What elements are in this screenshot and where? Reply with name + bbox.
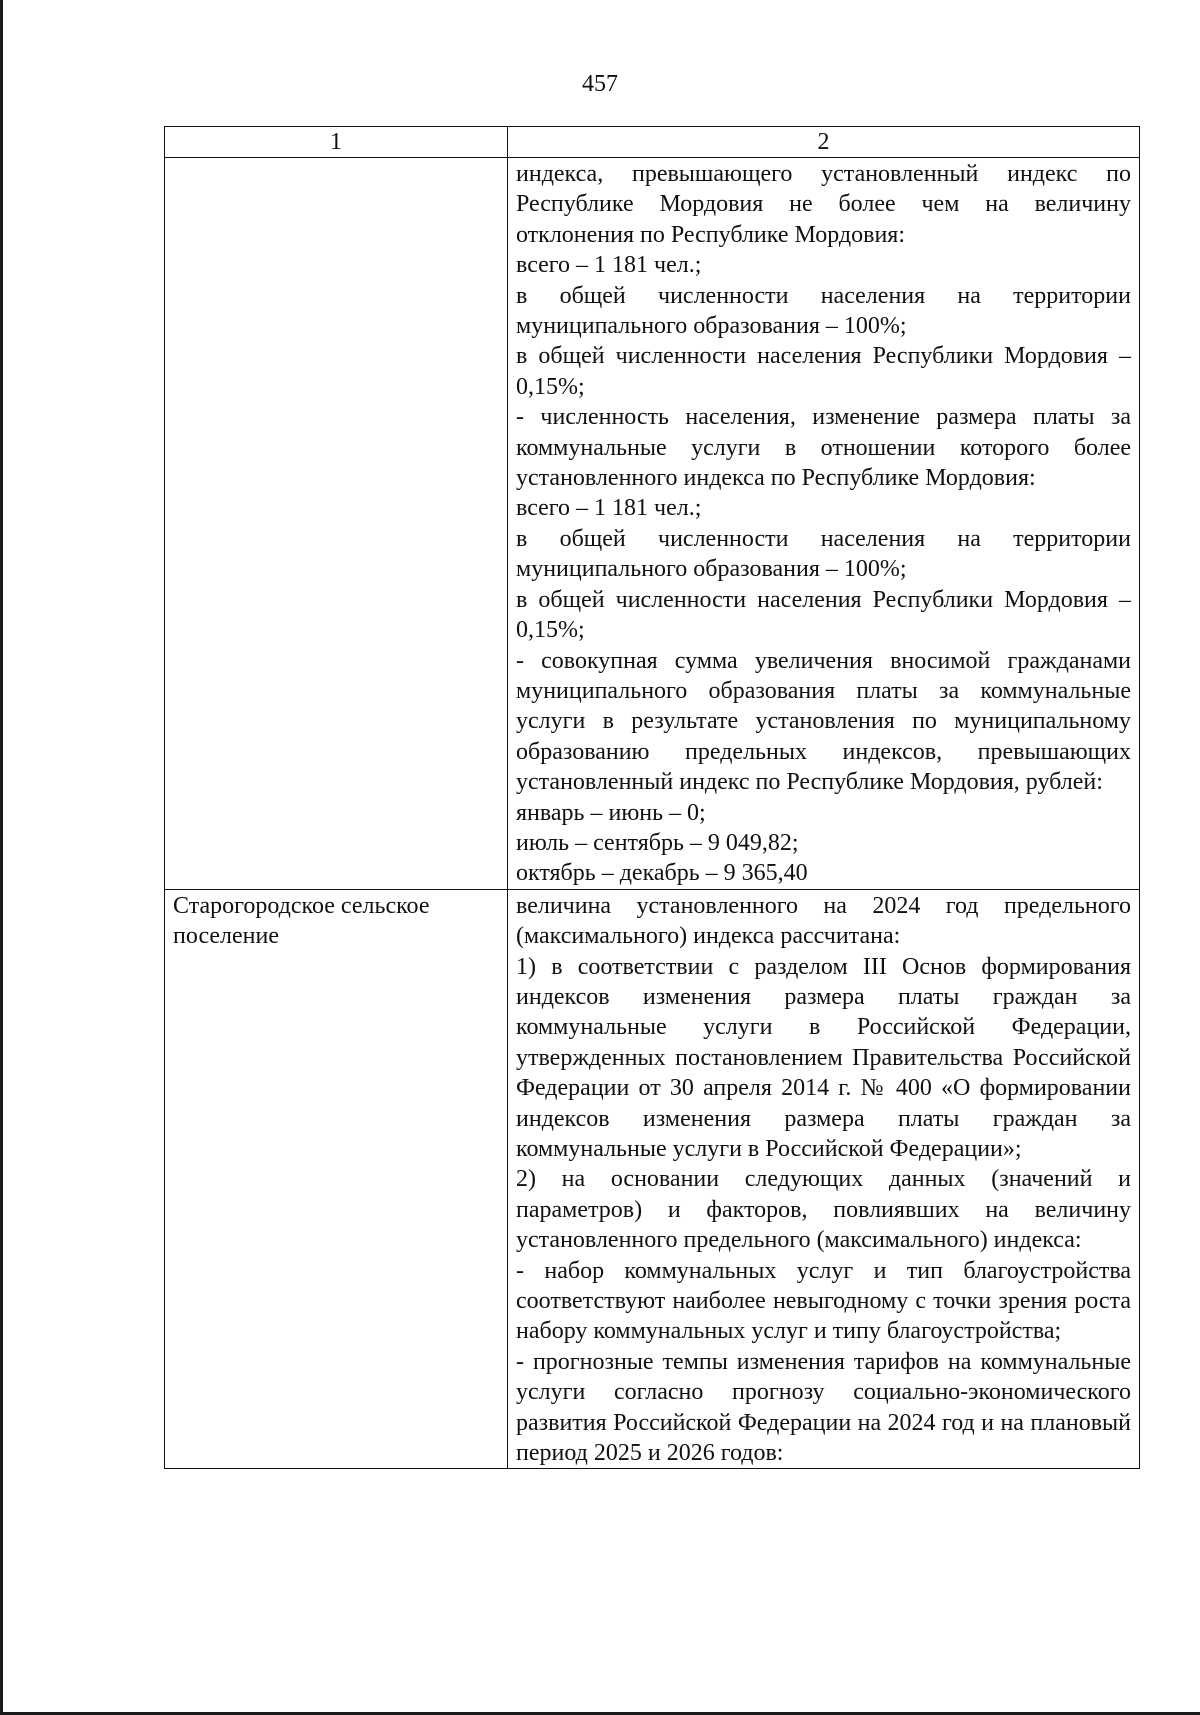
paragraph: 2) на основании следующих данных (значений и параметров) и факторов, повлиявших на величину установленного предельного (максимального) индекса: — [516, 1166, 1131, 1254]
paragraph: - набор коммунальных услуг и тип благоустройства соответствуют наиболее невыгодному с точки зрения роста набору коммунальных услуг и типу благоустройства; — [516, 1257, 1131, 1345]
paragraph: - совокупная сумма увеличения вносимой гражданами муниципального образования платы за коммунальные услуги в результате установления по муниципальному образованию предельных индексов, превышающих установленный индекс по Республике Мордовия, рублей: — [516, 647, 1131, 796]
scan-edge-left — [0, 0, 3, 1715]
municipality-name-cell: Старогородское сельское поселение — [165, 889, 508, 1469]
paragraph: всего – 1 181 чел.; — [516, 252, 702, 279]
paragraph: в общей численности населения на территории муниципального образования – 100%; — [516, 525, 1131, 583]
description-cell — [508, 889, 1140, 1469]
paragraph: всего – 1 181 чел.; — [516, 495, 702, 522]
paragraph: - прогнозные темпы изменения тарифов на коммунальные услуги согласно прогнозу социально-экономического развития Российской Федерации на 2024 год и на плановый период 2025 и 2026 годов: — [516, 1348, 1131, 1467]
column-header-2: 2 — [508, 127, 1140, 158]
table-row — [165, 158, 1140, 890]
paragraph: в общей численности населения Республики Мордовия – 0,15%; — [516, 586, 1131, 644]
paragraph: в общей численности населения на территории муниципального образования – 100%; — [516, 282, 1131, 340]
table-header-row — [165, 127, 1140, 158]
document-table — [164, 126, 1140, 1469]
paragraph: величина установленного на 2024 год предельного (максимального) индекса рассчитана: — [516, 892, 1131, 950]
municipality-name-cell — [165, 158, 508, 890]
description-cell — [508, 158, 1140, 890]
paragraph: 1) в соответствии с разделом III Основ формирования индексов изменения размера платы граждан за коммунальные услуги в Российской Федерации, утвержденных постановлением Правительства Российской Федерации от 30 апреля 2014 г. № 400 «О формировании индексов изменения размера платы граждан за коммунальные услуги в Российской Федерации»; — [516, 953, 1131, 1162]
paragraph: - численность населения, изменение размера платы за коммунальные услуги в отношении которого более установленного индекса по Республике Мордовия: — [516, 404, 1131, 492]
column-header-1: 1 — [165, 127, 508, 158]
paragraph: индекса, превышающего установленный индекс по Республике Мордовия не более чем на величину отклонения по Республике Мордовия: — [516, 161, 1131, 248]
paragraph: октябрь – декабрь – 9 365,40 — [516, 860, 808, 887]
page-number: 457 — [582, 71, 618, 97]
table-row — [165, 889, 1140, 1469]
paragraph: в общей численности населения Республики Мордовия – 0,15%; — [516, 343, 1131, 400]
paragraph: июль – сентябрь – 9 049,82; — [516, 829, 799, 856]
paragraph: январь – июнь – 0; — [516, 799, 706, 826]
